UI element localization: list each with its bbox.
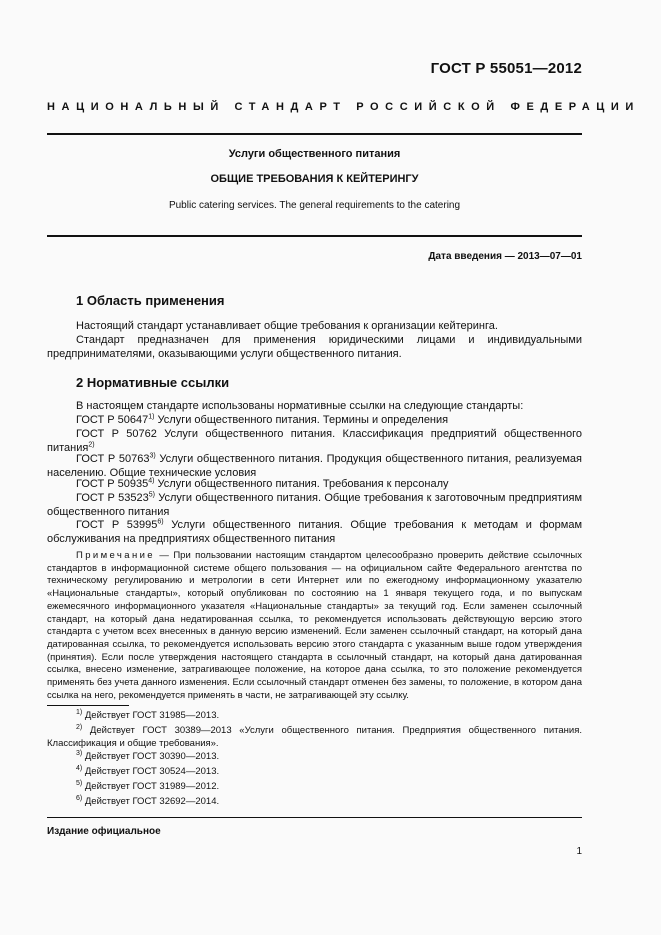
- footnote: [47, 795, 582, 808]
- footnote-mark: 1): [76, 708, 83, 716]
- reference-title: Услуги общественного питания. Общие требования к методам и формам обслуживания на предприятиях общественного питания: [47, 519, 583, 545]
- page-number: 1: [576, 846, 582, 857]
- footnote: [47, 724, 582, 750]
- footnote-text: Действует ГОСТ 30390—2013.: [82, 751, 220, 762]
- footnote-marker: 5): [148, 491, 155, 499]
- reference-code: ГОСТ Р 53523: [76, 492, 149, 504]
- footnote-text: Действует ГОСТ 31985—2013.: [82, 710, 220, 721]
- footnote: [47, 765, 582, 778]
- normative-reference: [47, 452, 582, 480]
- section-2-intro: В настоящем стандарте использованы нормативные ссылки на следующие стандарты:: [76, 400, 524, 412]
- national-standard-banner: НАЦИОНАЛЬНЫЙ СТАНДАРТ РОССИЙСКОЙ ФЕДЕРАЦИИ: [47, 101, 640, 113]
- normative-reference: [47, 413, 582, 427]
- reference-code: ГОСТ Р 50763: [76, 453, 150, 465]
- section-1-paragraph: Настоящий стандарт устанавливает общие требования к организации кейтеринга.: [76, 320, 498, 332]
- footnote-text: Действует ГОСТ 30524—2013.: [82, 766, 220, 777]
- footnote-mark: 2): [76, 723, 83, 731]
- note-label: Примечание: [76, 550, 155, 561]
- english-title: Public catering services. The general requirements to the catering: [168, 200, 461, 211]
- normative-reference: [47, 491, 582, 519]
- footnote-mark: 6): [76, 794, 83, 802]
- normative-reference: [47, 427, 582, 455]
- reference-code: ГОСТ Р 53995: [76, 519, 158, 531]
- reference-code: ГОСТ Р 50762: [76, 428, 157, 440]
- footnote-mark: 4): [76, 764, 83, 772]
- section-1-paragraph: Стандарт предназначен для применения юридическими лицами и индивидуальными предпринимателями, оказывающими услуги общественного питания.: [47, 334, 582, 360]
- header-divider: [47, 133, 582, 135]
- standard-code: ГОСТ Р 55051—2012: [430, 60, 582, 77]
- footnote: [47, 709, 582, 722]
- footnote-separator: [47, 705, 129, 706]
- section-1-heading: 1 Область применения: [76, 293, 225, 308]
- normative-reference: [47, 518, 582, 546]
- footnote: [47, 780, 582, 793]
- footnote-text: Действует ГОСТ 30389—2013 «Услуги общественного питания. Предприятия общественного питания. Классификация и общие требования».: [47, 725, 582, 749]
- footnote-marker: 3): [149, 452, 156, 460]
- footer-divider: [47, 817, 582, 818]
- footnote-marker: 6): [157, 518, 164, 526]
- footnote-marker: 1): [148, 413, 155, 421]
- reference-code: ГОСТ Р 50647: [76, 414, 149, 426]
- reference-title: Услуги общественного питания. Термины и определения: [154, 414, 449, 426]
- normative-reference: [47, 477, 582, 491]
- reference-title: Услуги общественного питания. Классификация предприятий общественного питания: [47, 428, 582, 454]
- note-paragraph: [47, 550, 582, 702]
- document-subtitle: Услуги общественного питания: [228, 148, 401, 160]
- reference-title: Услуги общественного питания. Продукция общественного питания, реализуемая населению. Общие технические условия: [47, 453, 583, 479]
- reference-title: Услуги общественного питания. Общие требования к заготовочным предприятиям общественного питания: [47, 492, 583, 518]
- footnote-marker: 4): [148, 477, 155, 485]
- reference-code: ГОСТ Р 50935: [76, 478, 149, 490]
- footnote-mark: 3): [76, 749, 83, 757]
- note-text: — При пользовании настоящим стандартом целесообразно проверить действие ссылочных стандартов в информационной системе общего пользования — на официальном сайте Федерального агентства по техническому регулированию и метрологии в сети Интернет или по ежегодному информационному указателю «Национальные стандарты», который опубликован по состоянию на 1 января текущего года, и по выпускам ежемесячного информационного указателя «Национальные стандарты» за текущий год. Если заменен ссылочный стандарт, на который дана недатированная ссылка, то рекомендуется использовать действующую версию этого стандарта с учетом всех внесенных в данную версию изменений. Если заменен ссылочный стандарт, на который дана датированная ссылка, то рекомендуется использовать версию этого стандарта с указанным выше годом утверждения (принятия). Если после утверждения настоящего стандарта в ссылочный стандарт, на который дана датированная ссылка, внесено изменение, затрагивающее положение, на которое дана ссылка, то это положение рекомендуется применять без учета данного изменения. Если ссылочный стандарт отменен без замены, то положение, в котором дана ссылка на него, рекомендуется применять в части, не затрагивающей эту ссылку.: [47, 550, 582, 701]
- footnote-mark: 5): [76, 779, 83, 787]
- official-edition-label: Издание официальное: [47, 826, 161, 837]
- reference-title: Услуги общественного питания. Требования к персоналу: [154, 478, 449, 490]
- title-divider: [47, 235, 582, 237]
- footnote-text: Действует ГОСТ 32692—2014.: [82, 796, 220, 807]
- footnote-marker: 2): [88, 441, 95, 449]
- footnote: [47, 750, 582, 763]
- introduction-date: Дата введения — 2013—07—01: [428, 251, 582, 262]
- document-title: ОБЩИЕ ТРЕБОВАНИЯ К КЕЙТЕРИНГУ: [210, 173, 419, 185]
- footnote-text: Действует ГОСТ 31989—2012.: [82, 781, 220, 792]
- section-2-heading: 2 Нормативные ссылки: [76, 375, 230, 390]
